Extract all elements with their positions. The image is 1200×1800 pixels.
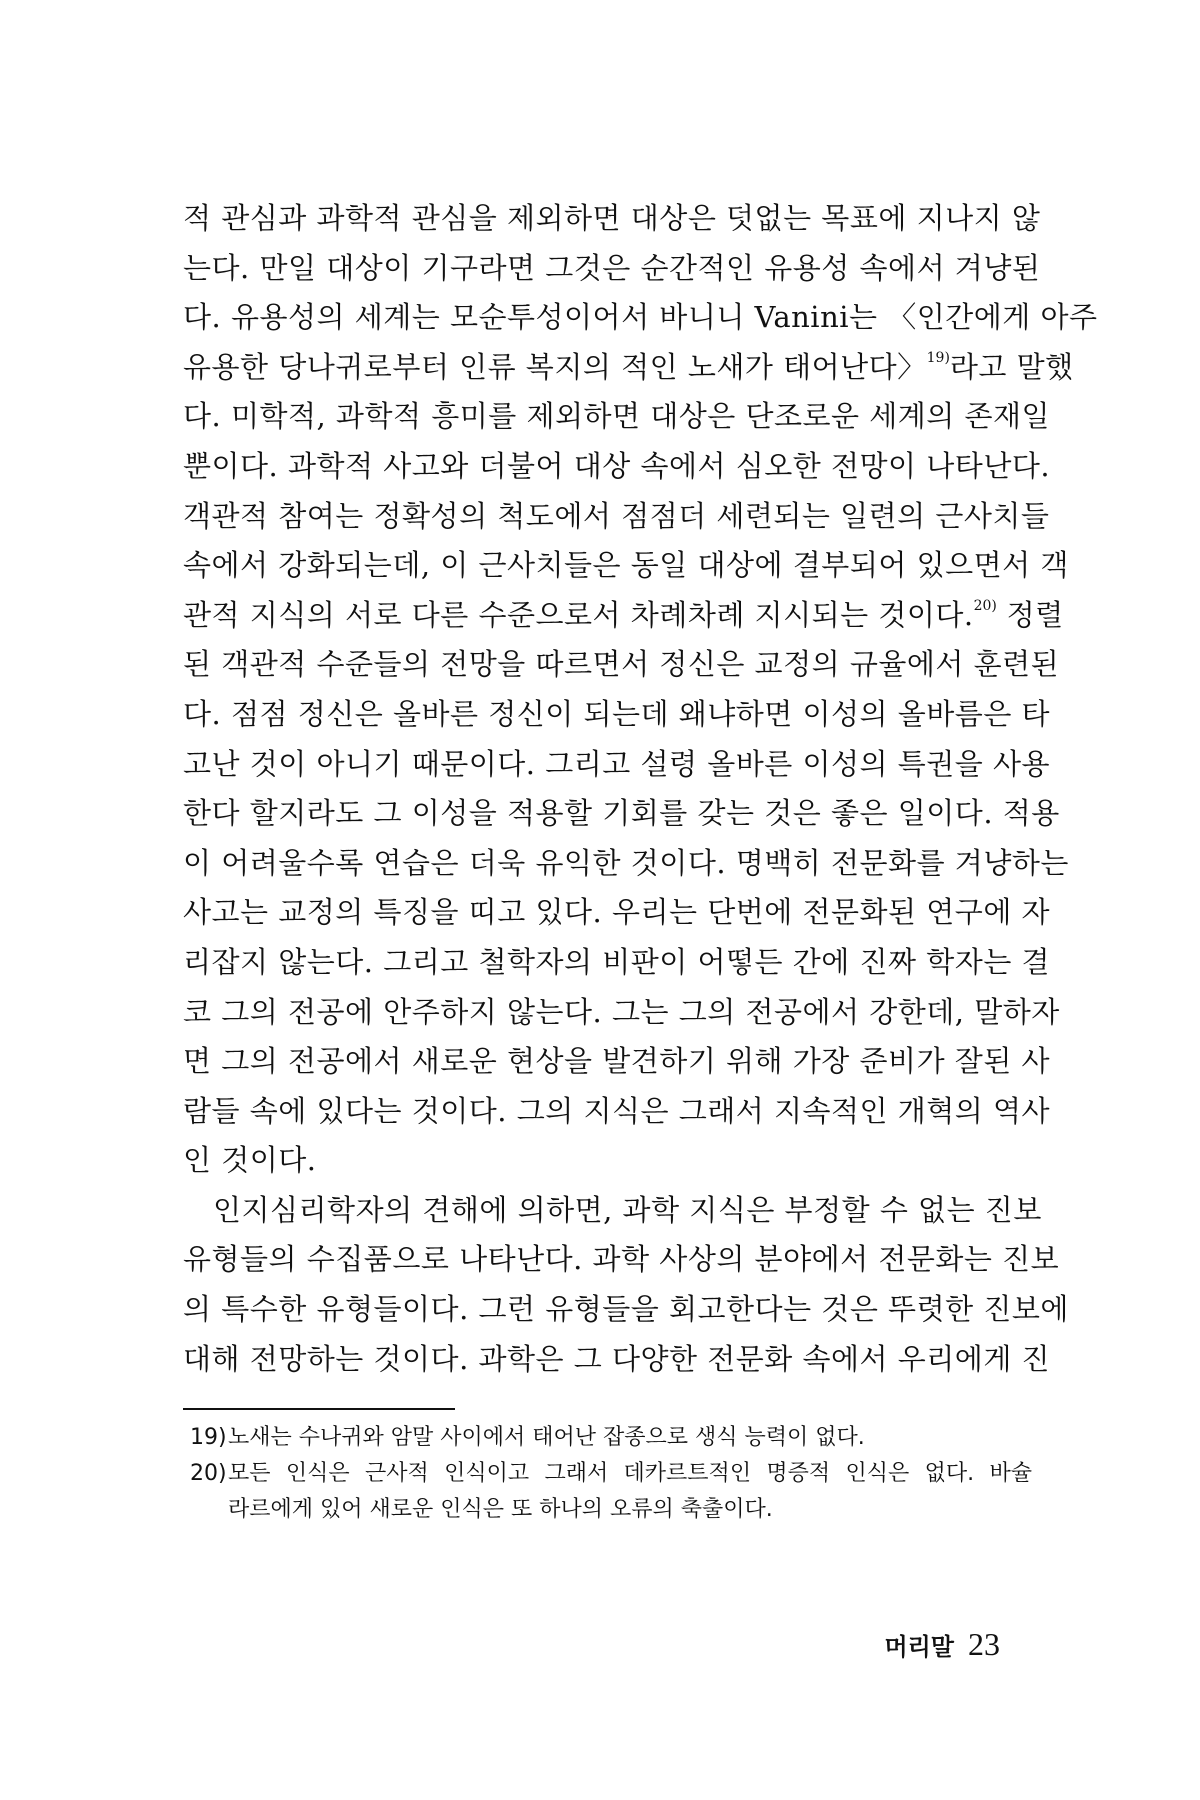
footnote-separator (183, 1408, 455, 1410)
paragraph-start-line: 인지심리학자의 견해에 의하면, 과학 지식은 부정할 수 없는 진보 (213, 1192, 1042, 1227)
text-line: 면 그의 전공에서 새로운 현상을 발견하기 위해 가장 준비가 잘된 사 (183, 1044, 1051, 1079)
text-line: 다. 유용성의 세계는 모순투성이어서 바니니 Vanini는 〈인간에게 아주 (183, 300, 1098, 335)
text-line: 한다 할지라도 그 이성을 적용할 기회를 갖는 것은 좋은 일이다. 적용 (183, 796, 1060, 831)
footnote-text (228, 1456, 1032, 1528)
footnote-line: 모든 인식은 근사적 인식이고 그래서 데카르트적인 명증적 인식은 없다. 바슐 (228, 1461, 1032, 1486)
text-line: 된 객관적 수준들의 전망을 따르면서 정신은 교정의 규율에서 훈련된 (183, 647, 1060, 682)
footnote-number: 20) (190, 1461, 227, 1486)
text-segment: 유용한 당나귀로부터 인류 복지의 적인 노새가 태어난다〉 (183, 349, 927, 384)
footnote-number: 19) (190, 1425, 227, 1450)
footnote-20 (190, 1456, 1032, 1528)
text-line: 의 특수한 유형들이다. 그런 유형들을 회고한다는 것은 뚜렷한 진보에 (183, 1292, 1069, 1327)
page-number: 23 (968, 1626, 1000, 1662)
text-line: 유형들의 수집품으로 나타난다. 과학 사상의 분야에서 전문화는 진보 (183, 1242, 1060, 1277)
text-line: 리잡지 않는다. 그리고 철학자의 비판이 어떻든 간에 진짜 학자는 결 (183, 944, 1051, 979)
text-line (183, 591, 1064, 641)
text-line: 대해 전망하는 것이다. 과학은 그 다양한 전문화 속에서 우리에게 진 (183, 1341, 1051, 1376)
text-line: 이 어려울수록 연습은 더욱 유익한 것이다. 명백히 전문화를 겨냥하는 (183, 845, 1069, 880)
body-text (183, 194, 1098, 1384)
footnote-19 (190, 1420, 1032, 1456)
text-line: 람들 속에 있다는 것이다. 그의 지식은 그래서 지속적인 개혁의 역사 (183, 1093, 1051, 1128)
footnote-line: 라르에게 있어 새로운 인식은 또 하나의 오류의 축출이다. (228, 1497, 773, 1522)
running-footer-title: 머리말 (884, 1633, 954, 1661)
text-line: 고난 것이 아니기 때문이다. 그리고 설령 올바른 이성의 특권을 사용 (183, 746, 1051, 781)
text-line: 코 그의 전공에 안주하지 않는다. 그는 그의 전공에서 강한데, 말하자 (183, 994, 1060, 1029)
text-line: 는다. 만일 대상이 기구라면 그것은 순간적인 유용성 속에서 겨냥된 (183, 250, 1041, 285)
text-line: 객관적 참여는 정확성의 척도에서 점점더 세련되는 일련의 근사치들 (183, 498, 1050, 533)
text-line: 속에서 강화되는데, 이 근사치들은 동일 대상에 결부되어 있으면서 객 (183, 548, 1069, 583)
footnote-ref-19[interactable]: 19) (926, 350, 950, 367)
text-line: 적 관심과 과학적 관심을 제외하면 대상은 덧없는 목표에 지나지 않 (183, 201, 1041, 235)
text-segment: 라고 말했 (949, 349, 1074, 384)
footnote-line: 노새는 수나귀와 암말 사이에서 태어난 잡종으로 생식 능력이 없다. (228, 1425, 865, 1450)
text-line: 다. 미학적, 과학적 흥미를 제외하면 대상은 단조로운 세계의 존재일 (183, 399, 1051, 434)
text-segment: 정렬 (996, 597, 1064, 632)
footnote-ref-20[interactable]: 20) (973, 598, 997, 615)
footnote-text (228, 1420, 1032, 1456)
footnotes (190, 1420, 1032, 1528)
text-line: 사고는 교정의 특징을 띠고 있다. 우리는 단번에 전문화된 연구에 자 (183, 895, 1051, 930)
text-line: 뿐이다. 과학적 사고와 더불어 대상 속에서 심오한 전망이 나타난다. (183, 448, 1051, 483)
text-line: 다. 점점 정신은 올바른 정신이 되는데 왜냐하면 이성의 올바름은 타 (183, 696, 1051, 731)
paragraph-end-line: 인 것이다. (183, 1143, 317, 1178)
text-segment: 관적 지식의 서로 다른 수준으로서 차례차례 지시되는 것이다. (183, 597, 974, 632)
text-line (183, 343, 1074, 393)
page-folio (884, 1626, 1000, 1663)
